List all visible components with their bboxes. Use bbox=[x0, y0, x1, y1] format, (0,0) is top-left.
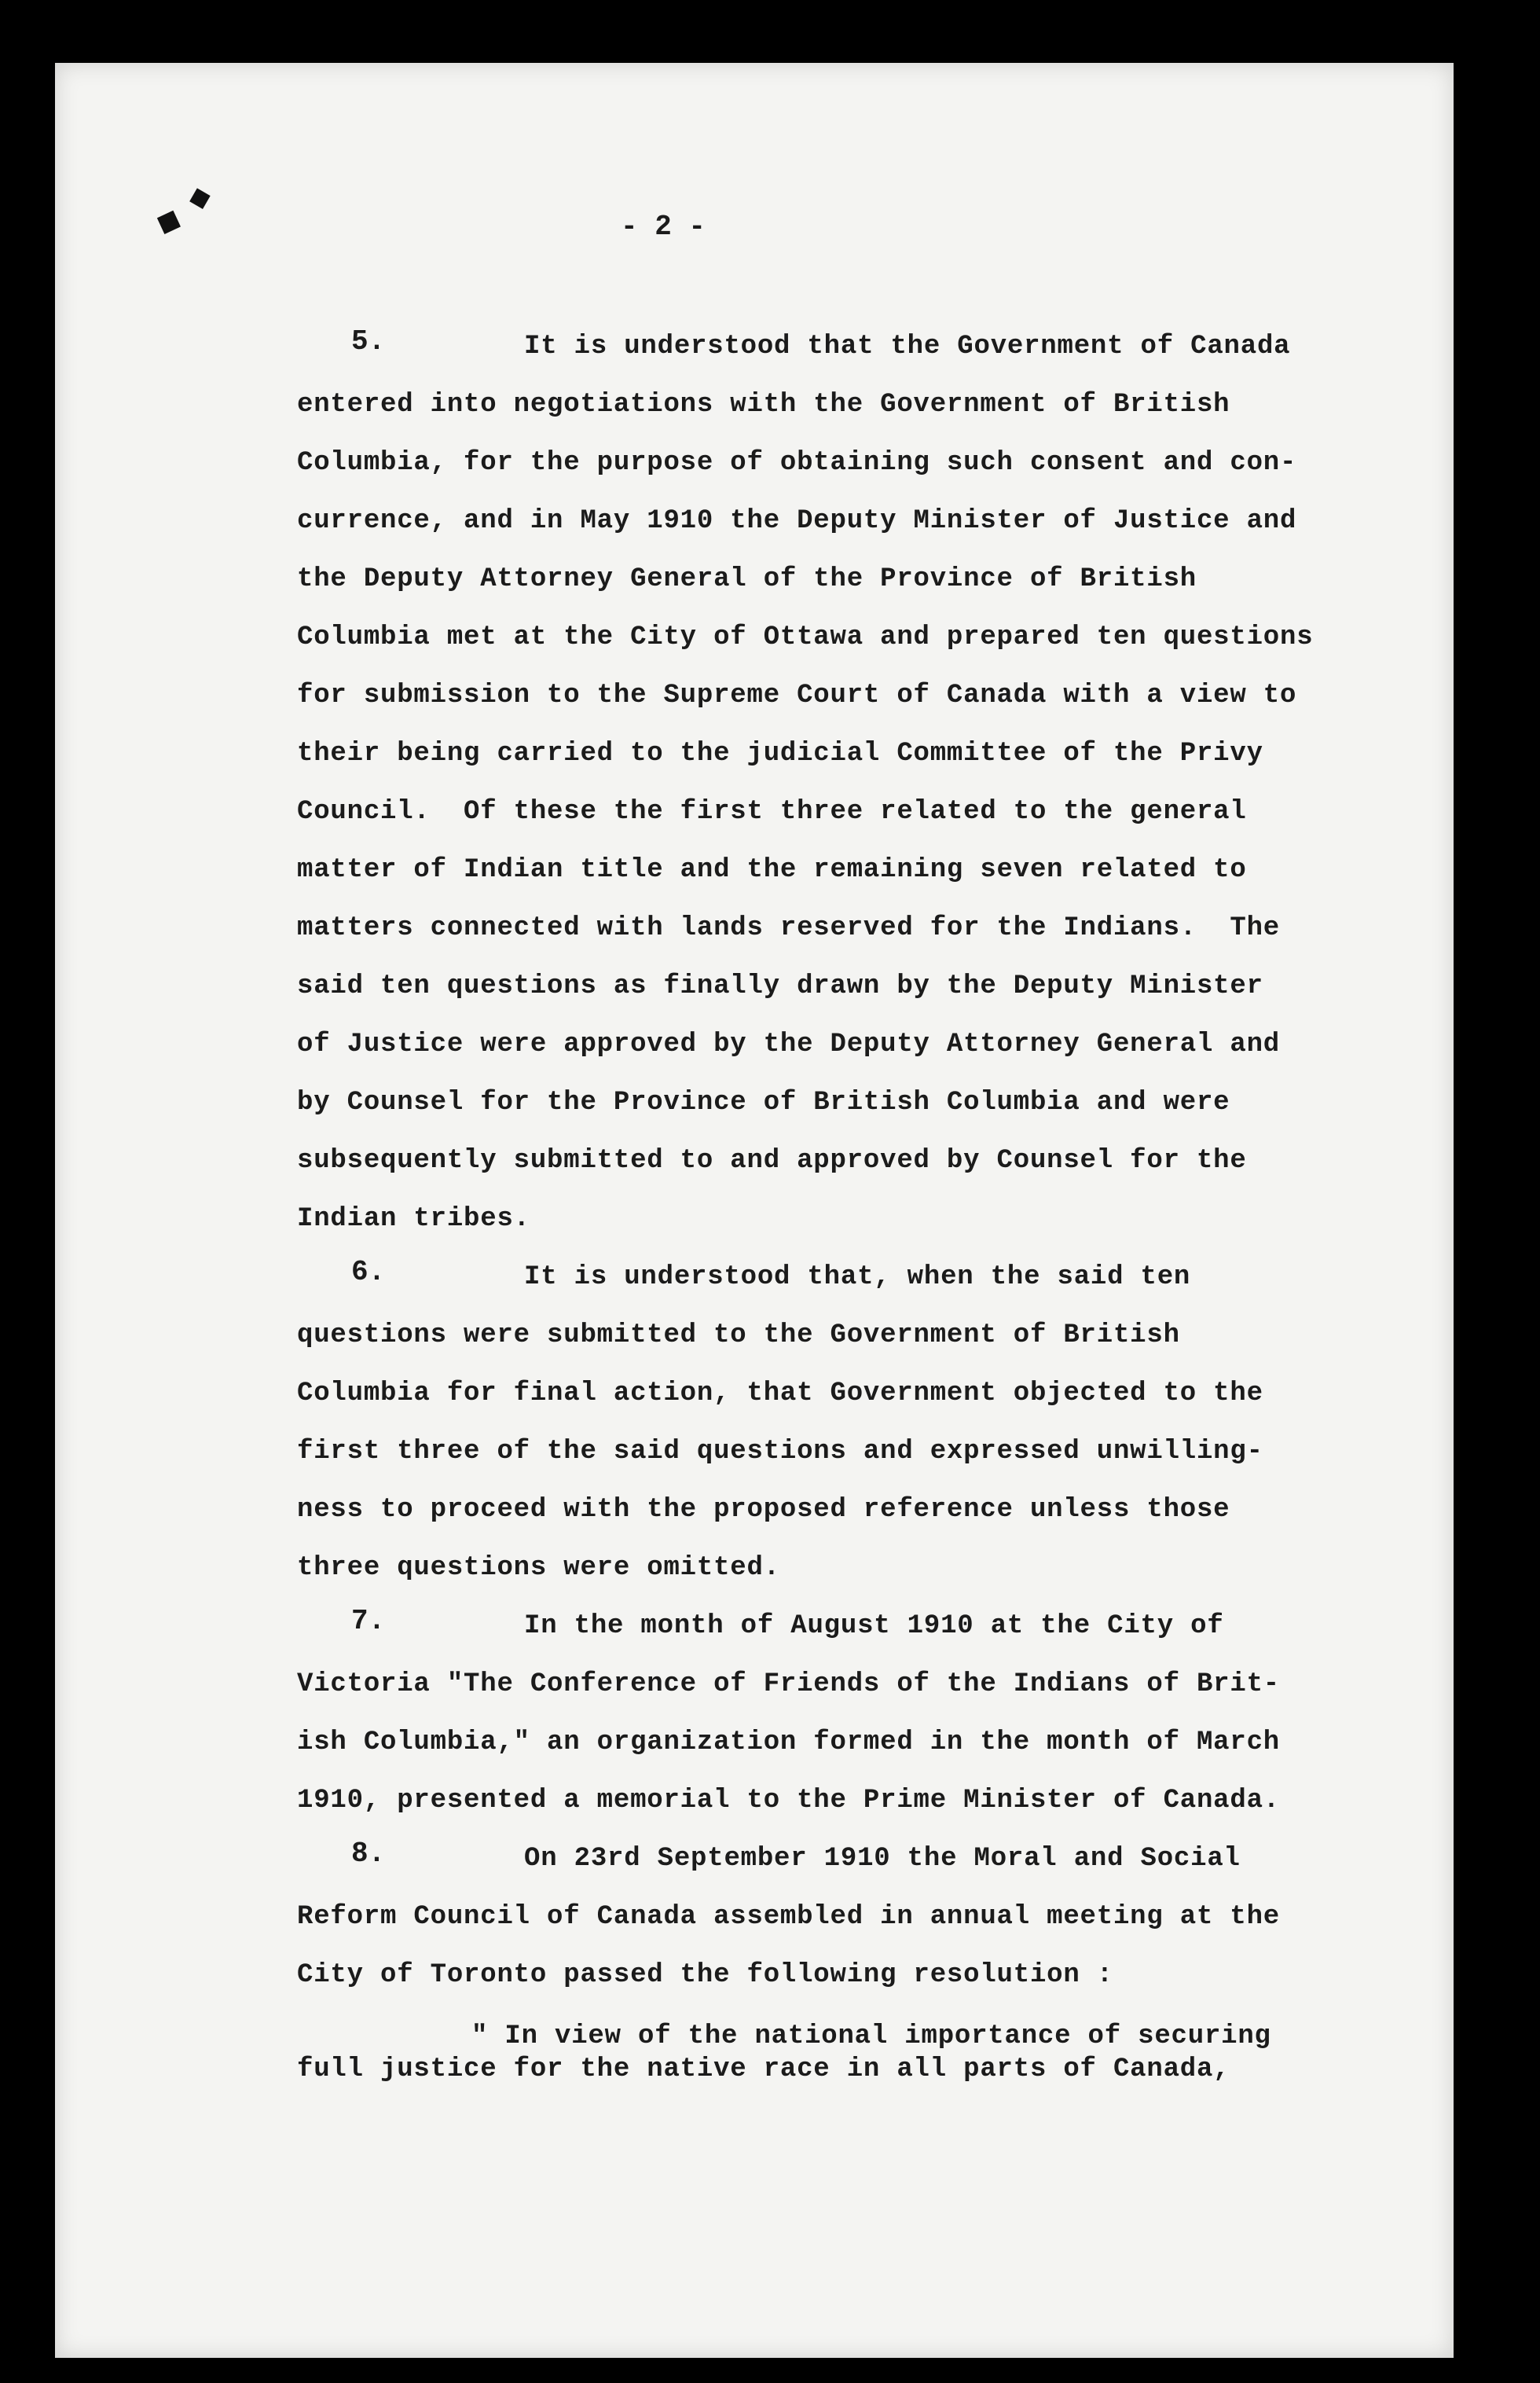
text-line: City of Toronto passed the following resolution : bbox=[297, 1960, 1113, 1990]
text-line: matters connected with lands reserved for the Indians. The bbox=[297, 913, 1280, 943]
text-line: On 23rd September 1910 the Moral and Social bbox=[524, 1844, 1241, 1874]
paragraph-number: 8. bbox=[351, 1838, 386, 1870]
text-line: said ten questions as finally drawn by the Deputy Minister bbox=[297, 971, 1263, 1001]
text-line: Reform Council of Canada assembled in annual meeting at the bbox=[297, 1902, 1280, 1932]
text-line: questions were submitted to the Government of British bbox=[297, 1320, 1180, 1350]
paragraph-number: 6. bbox=[351, 1256, 386, 1288]
ink-mark: ◆ bbox=[185, 178, 214, 215]
text-line: by Counsel for the Province of British Columbia and were bbox=[297, 1088, 1230, 1118]
text-line: the Deputy Attorney General of the Province of British bbox=[297, 564, 1197, 594]
text-line: Victoria "The Conference of Friends of the Indians of Brit- bbox=[297, 1669, 1280, 1699]
text-line: In the month of August 1910 at the City of bbox=[524, 1611, 1224, 1641]
quote-line: " In view of the national importance of securing bbox=[471, 2021, 1271, 2051]
text-line: three questions were omitted. bbox=[297, 1553, 780, 1583]
text-line: Columbia met at the City of Ottawa and prepared ten questions bbox=[297, 622, 1314, 652]
text-line: Indian tribes. bbox=[297, 1204, 530, 1234]
text-line: currence, and in May 1910 the Deputy Minister of Justice and bbox=[297, 506, 1297, 536]
text-line: Columbia, for the purpose of obtaining such consent and con- bbox=[297, 448, 1297, 478]
ink-mark: ◆ bbox=[151, 196, 189, 243]
text-line: for submission to the Supreme Court of Canada with a view to bbox=[297, 681, 1297, 710]
text-line: first three of the said questions and expressed unwilling- bbox=[297, 1437, 1263, 1467]
text-line: 1910, presented a memorial to the Prime Minister of Canada. bbox=[297, 1786, 1280, 1816]
quote-line: full justice for the native race in all parts of Canada, bbox=[297, 2054, 1230, 2084]
text-line: It is understood that, when the said ten bbox=[524, 1262, 1191, 1292]
paragraph-number: 7. bbox=[351, 1605, 386, 1637]
text-line: entered into negotiations with the Government of British bbox=[297, 390, 1230, 420]
text-line: It is understood that the Government of Canada bbox=[524, 332, 1291, 362]
text-line: their being carried to the judicial Committee of the Privy bbox=[297, 739, 1263, 769]
text-line: subsequently submitted to and approved by Counsel for the bbox=[297, 1146, 1247, 1176]
paragraph-number: 5. bbox=[351, 325, 386, 358]
text-line: of Justice were approved by the Deputy Attorney General and bbox=[297, 1030, 1280, 1059]
page-number: - 2 - bbox=[621, 211, 706, 243]
text-line: ish Columbia," an organization formed in the month of March bbox=[297, 1728, 1280, 1757]
text-line: Council. Of these the first three related to the general bbox=[297, 797, 1247, 827]
text-line: Columbia for final action, that Government objected to the bbox=[297, 1379, 1263, 1408]
text-line: matter of Indian title and the remaining seven related to bbox=[297, 855, 1247, 885]
text-line: ness to proceed with the proposed reference unless those bbox=[297, 1495, 1230, 1525]
